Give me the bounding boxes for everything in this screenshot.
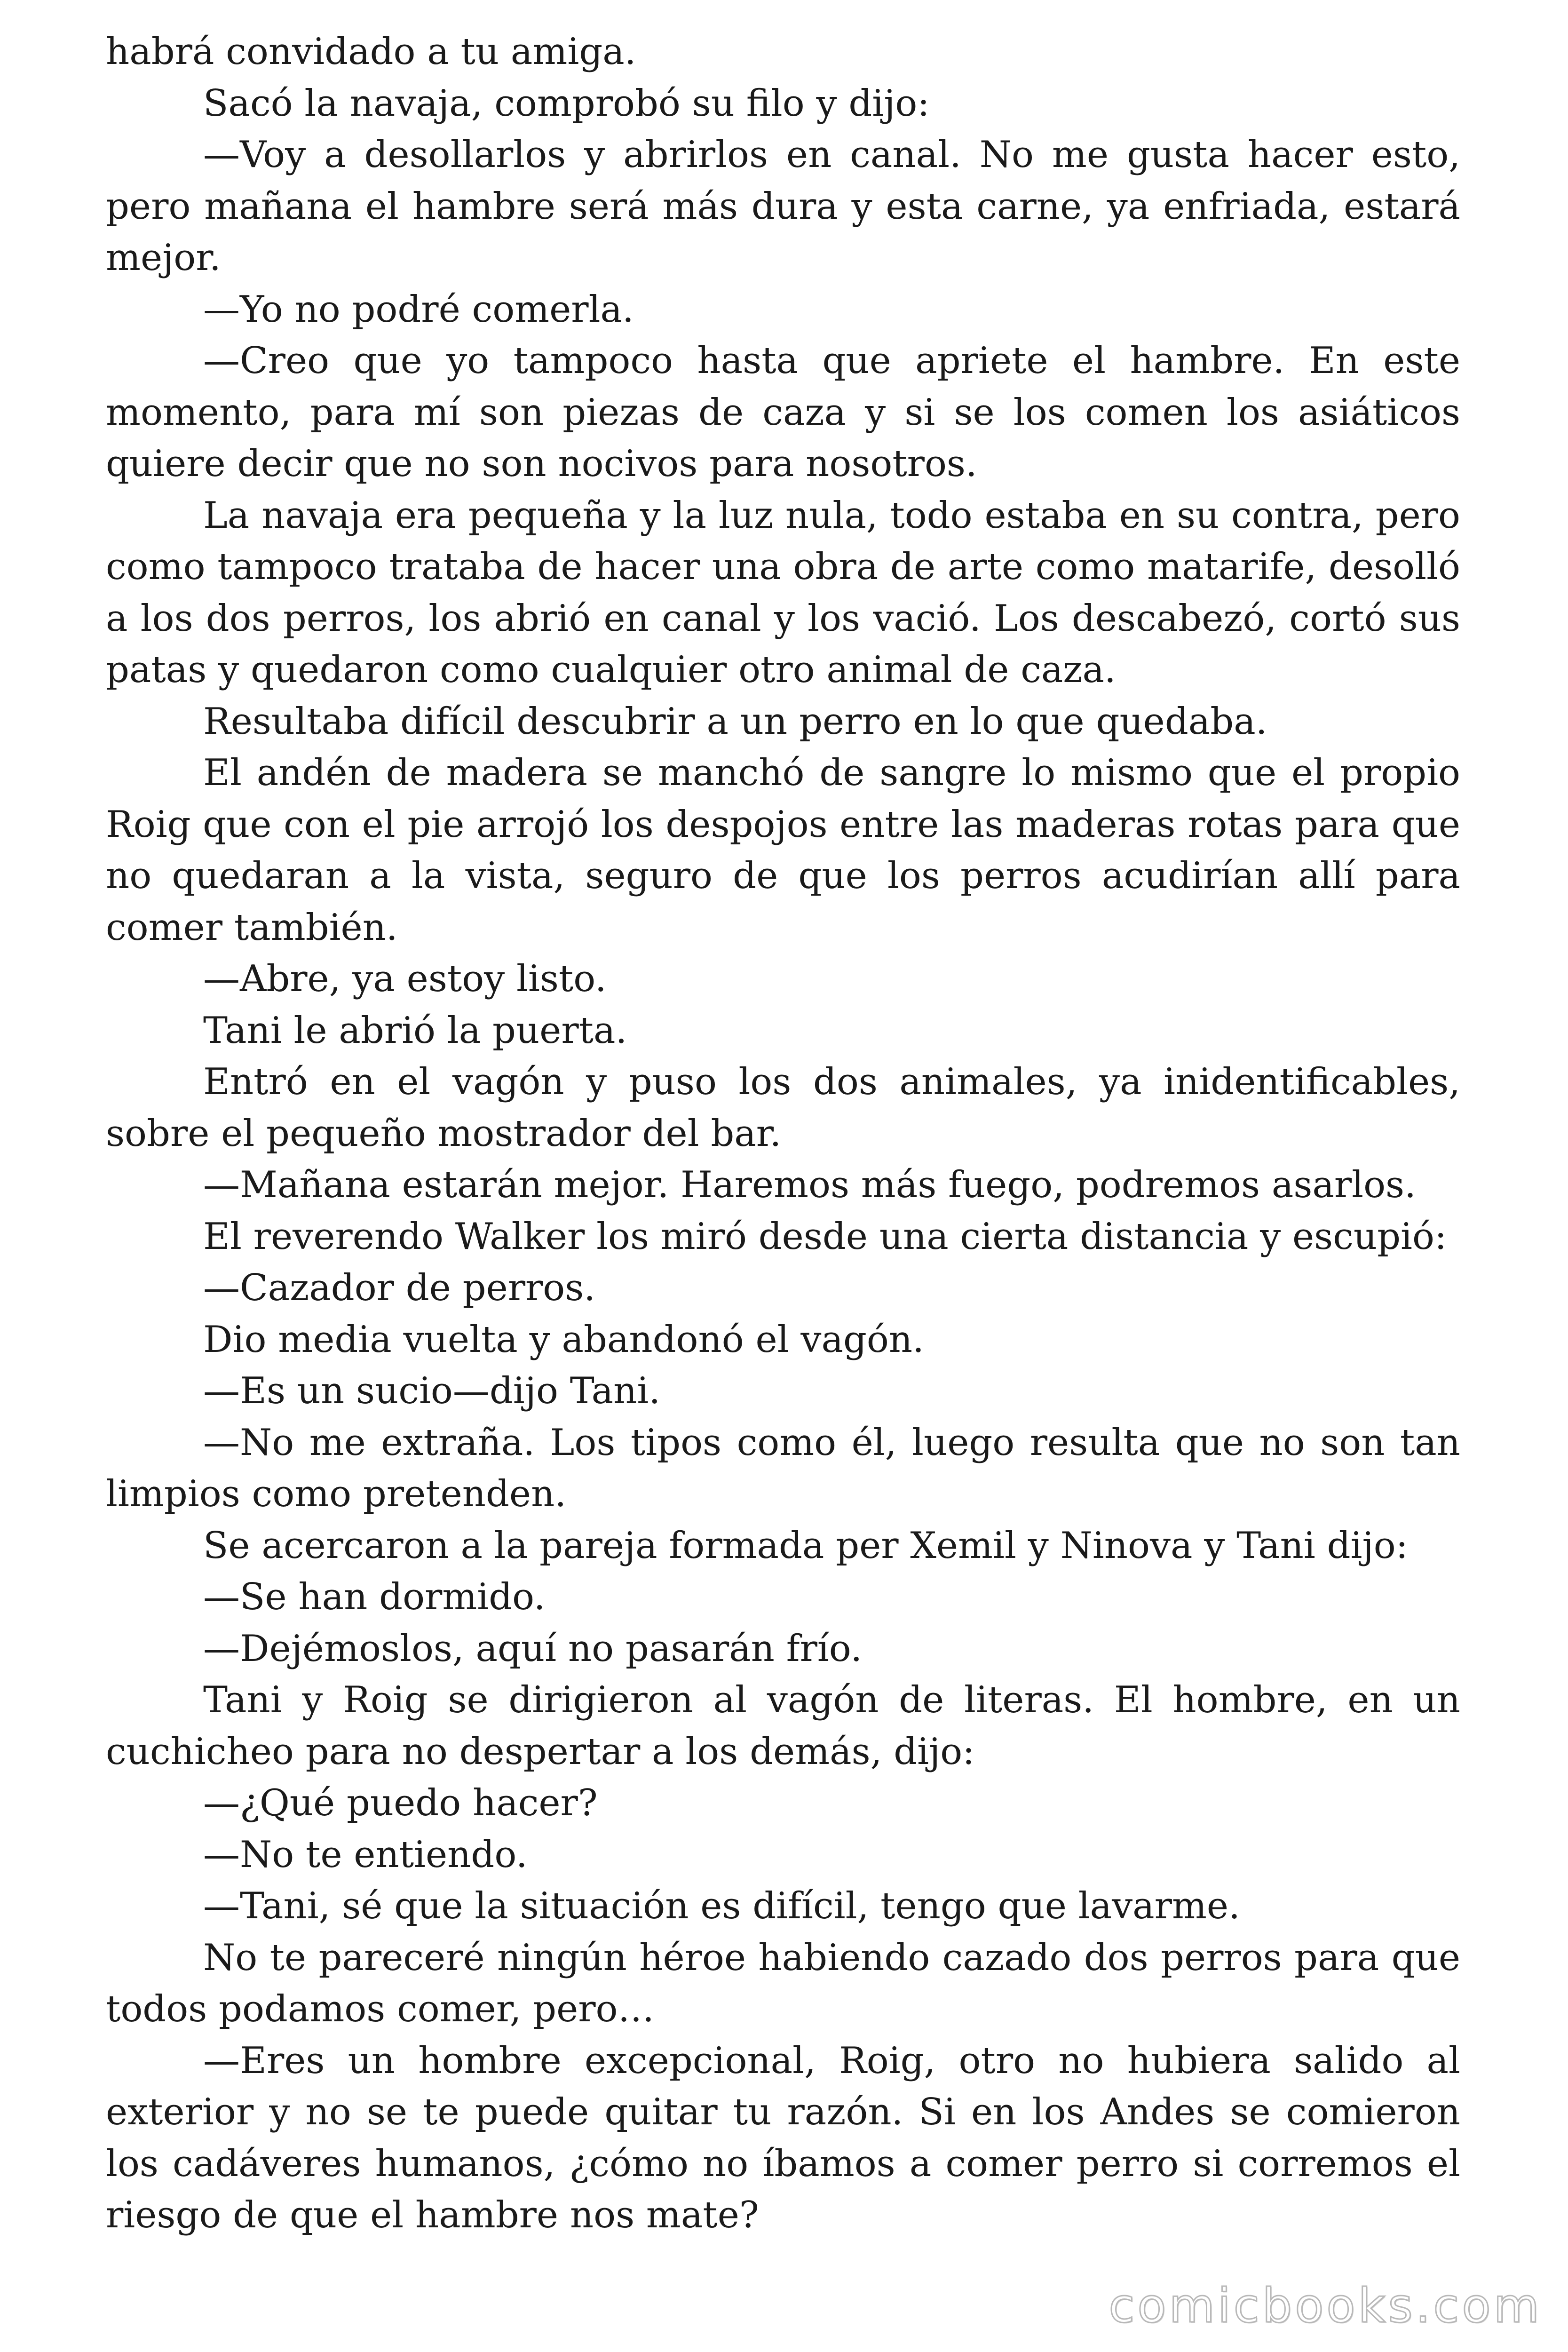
- paragraph: El reverendo Walker los miró desde una cierta distancia y escupió:: [203, 1215, 1447, 1258]
- paragraph: Tani le abrió la puerta.: [203, 1009, 627, 1052]
- paragraph: —Es un sucio—dijo Tani.: [203, 1370, 661, 1412]
- paragraph: —Cazador de perros.: [203, 1267, 596, 1309]
- paragraph: Sacó la navaja, comprobó su filo y dijo:: [203, 82, 930, 125]
- paragraph: —No te entiendo.: [203, 1833, 528, 1876]
- paragraph: —No me extraña. Los tipos como él, luego resulta que no son tan limpios como pretenden.: [106, 1421, 1460, 1515]
- paragraph: Se acercaron a la pareja formada per Xemil y Ninova y Tani dijo:: [203, 1524, 1408, 1567]
- paragraph: El andén de madera se manchó de sangre lo mismo que el propio Roig que con el pie arrojó los despojos entre las maderas rotas para que no quedaran a la vista, seguro de que los perros acudirían allí para comer también.: [106, 752, 1460, 949]
- book-page-text: [106, 26, 1460, 2241]
- watermark: comicbooks.com: [1109, 2278, 1542, 2333]
- paragraph: Dio media vuelta y abandonó el vagón.: [203, 1318, 924, 1361]
- paragraph: Resultaba difícil descubrir a un perro en lo que quedaba.: [203, 700, 1267, 743]
- paragraph: No te pareceré ningún héroe habiendo cazado dos perros para que todos podamos comer, pero…: [106, 1936, 1460, 2030]
- paragraph: —Se han dormido.: [203, 1576, 546, 1618]
- paragraph: —Eres un hombre excepcional, Roig, otro no hubiera salido al exterior y no se te puede quitar tu razón. Si en los Andes se comieron los cadáveres humanos, ¿cómo no íbamos a comer perro si corremos el riesgo de que el hambre nos mate?: [106, 2039, 1460, 2236]
- paragraph: La navaja era pequeña y la luz nula, todo estaba en su contra, pero como tampoco trataba de hacer una obra de arte como matarife, desolló a los dos perros, los abrió en canal y los vació. Los descabezó, cortó sus patas y quedaron como cualquier otro animal de caza.: [106, 494, 1460, 691]
- paragraph: —Dejémoslos, aquí no pasarán frío.: [203, 1627, 863, 1670]
- paragraph: —Yo no podré comerla.: [203, 288, 634, 331]
- paragraph: —Voy a desollarlos y abrirlos en canal. No me gusta hacer esto, pero mañana el hambre será más dura y esta carne, ya enfriada, estará mejor.: [106, 134, 1460, 279]
- paragraph: —Tani, sé que la situación es difícil, tengo que lavarme.: [203, 1885, 1240, 1927]
- paragraph: —Creo que yo tampoco hasta que apriete el hambre. En este momento, para mí son piezas de caza y si se los comen los asiáticos quiere decir que no son nocivos para nosotros.: [106, 340, 1460, 485]
- paragraph: habrá convidado a tu amiga.: [106, 31, 636, 73]
- paragraph: —Abre, ya estoy listo.: [203, 958, 607, 1000]
- paragraph: Tani y Roig se dirigieron al vagón de literas. El hombre, en un cuchicheo para no despertar a los demás, dijo:: [106, 1679, 1460, 1773]
- paragraph: —¿Qué puedo hacer?: [203, 1782, 598, 1824]
- paragraph: Entró en el vagón y puso los dos animales, ya inidentificables, sobre el pequeño mostrador del bar.: [106, 1061, 1460, 1155]
- paragraph: —Mañana estarán mejor. Haremos más fuego, podremos asarlos.: [203, 1164, 1416, 1206]
